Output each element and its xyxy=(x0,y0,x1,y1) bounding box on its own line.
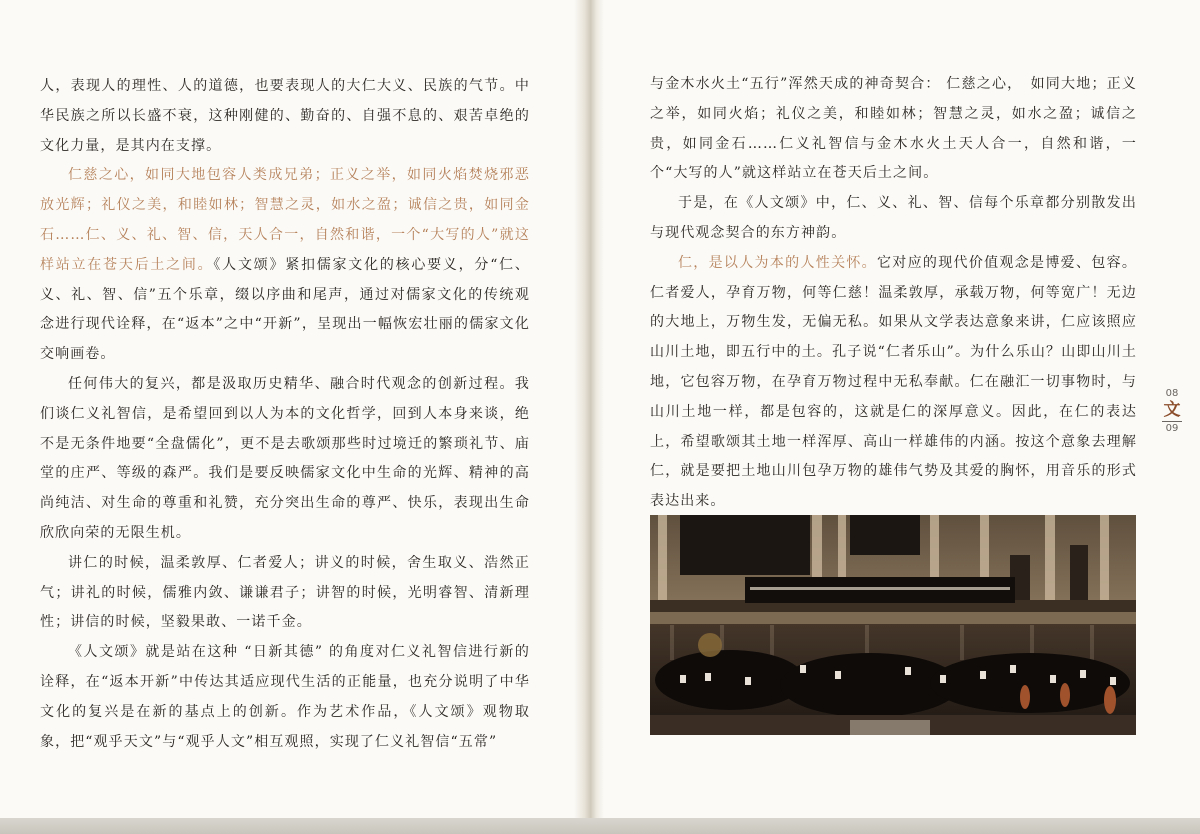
paragraph xyxy=(650,189,1137,249)
page-number-left: 08 xyxy=(1165,388,1179,399)
paragraph xyxy=(40,549,530,638)
paragraph xyxy=(650,249,1137,517)
paragraph xyxy=(650,70,1137,189)
paragraph xyxy=(40,638,530,757)
page-folio xyxy=(1160,388,1184,435)
body-text: 它对应的现代价值观念是博爱、包容。仁者爱人，孕育万物，何等仁慈！温柔敦厚，承载万物，何等宽广！无边的大地上，万物生发，无偏无私。如果从文学表达意象来讲，仁应该照应山川土地，即五行中的土。孔子说“仁者乐山”。为什么乐山？山即山川土地，它包容万物，在孕育万物过程中无私奉献。仁在融汇一切事物时，与山川土地一样，都是包容的，这就是仁的深厚意义。因此，在仁的表达上，希望歌颂其土地一样浑厚、高山一样雄伟的内涵。按这个意象去理解仁，就是要把土地山川包孕万物的雄伟气势及其爱的胸怀，用音乐的形式表达出来。 xyxy=(650,254,1137,510)
page-bottom-edge xyxy=(0,818,1200,834)
body-text: 《人文颂》紧扣儒家文化的核心要义，分“仁、义、礼、智、信”五个乐章，缀以序曲和尾声，通过对儒家文化的传统观念进行现代诠释，在“返本”之中“开新”，呈现出一幅恢宏壮丽的儒家文化交响画卷。 xyxy=(40,256,530,363)
body-text: 《人文颂》就是站在这种 “日新其德” 的角度对仁义礼智信进行新的诠释，在“返本开新”中传达其适应现代生活的正能量，也充分说明了中华文化的复兴是在新的基点上的创新。作为艺术作品，《人文颂》观物取象，把“观乎天文”与“观乎人文”相互观照，实现了仁义礼智信“五常” xyxy=(40,644,530,750)
folio-mark-icon: 文 xyxy=(1163,400,1181,420)
left-page-body xyxy=(40,72,530,757)
book-spine xyxy=(574,0,604,822)
paragraph xyxy=(40,370,530,549)
paragraph xyxy=(40,72,530,161)
highlighted-text: 仁，是以人为本的人性关怀。 xyxy=(678,254,877,271)
highlighted-text: 仁慈之心，如同大地包容人类成兄弟；正义之举，如同火焰焚烧邪恶放光辉；礼仪之美，和睦如林；智慧之灵，如水之盈；诚信之贵，如同金石……仁、义、礼、智、信，天人合一，自然和谐，一个“大写的人”就这样站立在苍天后土之间。 xyxy=(40,167,530,273)
paragraph xyxy=(40,161,530,370)
page-number-right: 09 xyxy=(1165,423,1179,434)
concert-photo xyxy=(650,515,1136,735)
folio-divider xyxy=(1162,421,1182,422)
body-text: 讲仁的时候，温柔敦厚、仁者爱人；讲义的时候，舍生取义、浩然正气；讲礼的时候，儒雅内敛、谦谦君子；讲智的时候，光明睿智、清新理性；讲信的时候，坚毅果敢、一诺千金。 xyxy=(40,554,530,631)
right-page-body xyxy=(650,70,1137,517)
body-text: 人，表现人的理性、人的道德，也要表现人的大仁大义、民族的气节。中华民族之所以长盛不衰，这种刚健的、勤奋的、自强不息的、艰苦卓绝的文化力量，是其内在支撑。 xyxy=(40,78,530,154)
body-text: 于是，在《人文颂》中，仁、义、礼、智、信每个乐章都分别散发出与现代观念契合的东方神韵。 xyxy=(650,195,1137,241)
orchestra-concert-image xyxy=(650,515,1136,735)
body-text: 与金木水火土“五行”浑然天成的神奇契合： 仁慈之心， 如同大地；正义之举，如同火焰；礼仪之美，和睦如林；智慧之灵，如水之盈；诚信之贵，如同金石……仁义礼智信与金木水火土天人合一，自然和谐，一个“大写的人”就这样站立在苍天后土之间。 xyxy=(650,76,1137,182)
body-text: 任何伟大的复兴，都是汲取历史精华、融合时代观念的创新过程。我们谈仁义礼智信，是希望回到以人为本的文化哲学，回到人本身来谈，绝不是无条件地要“全盘儒化”，更不是去歌颂那些时过境迁的繁琐礼节、庙堂的庄严、等级的森严。我们是要反映儒家文化中生命的光辉、精神的高尚纯洁、对生命的尊重和礼赞，充分突出生命的尊严、快乐，表现出生命欣欣向荣的无限生机。 xyxy=(40,375,530,541)
